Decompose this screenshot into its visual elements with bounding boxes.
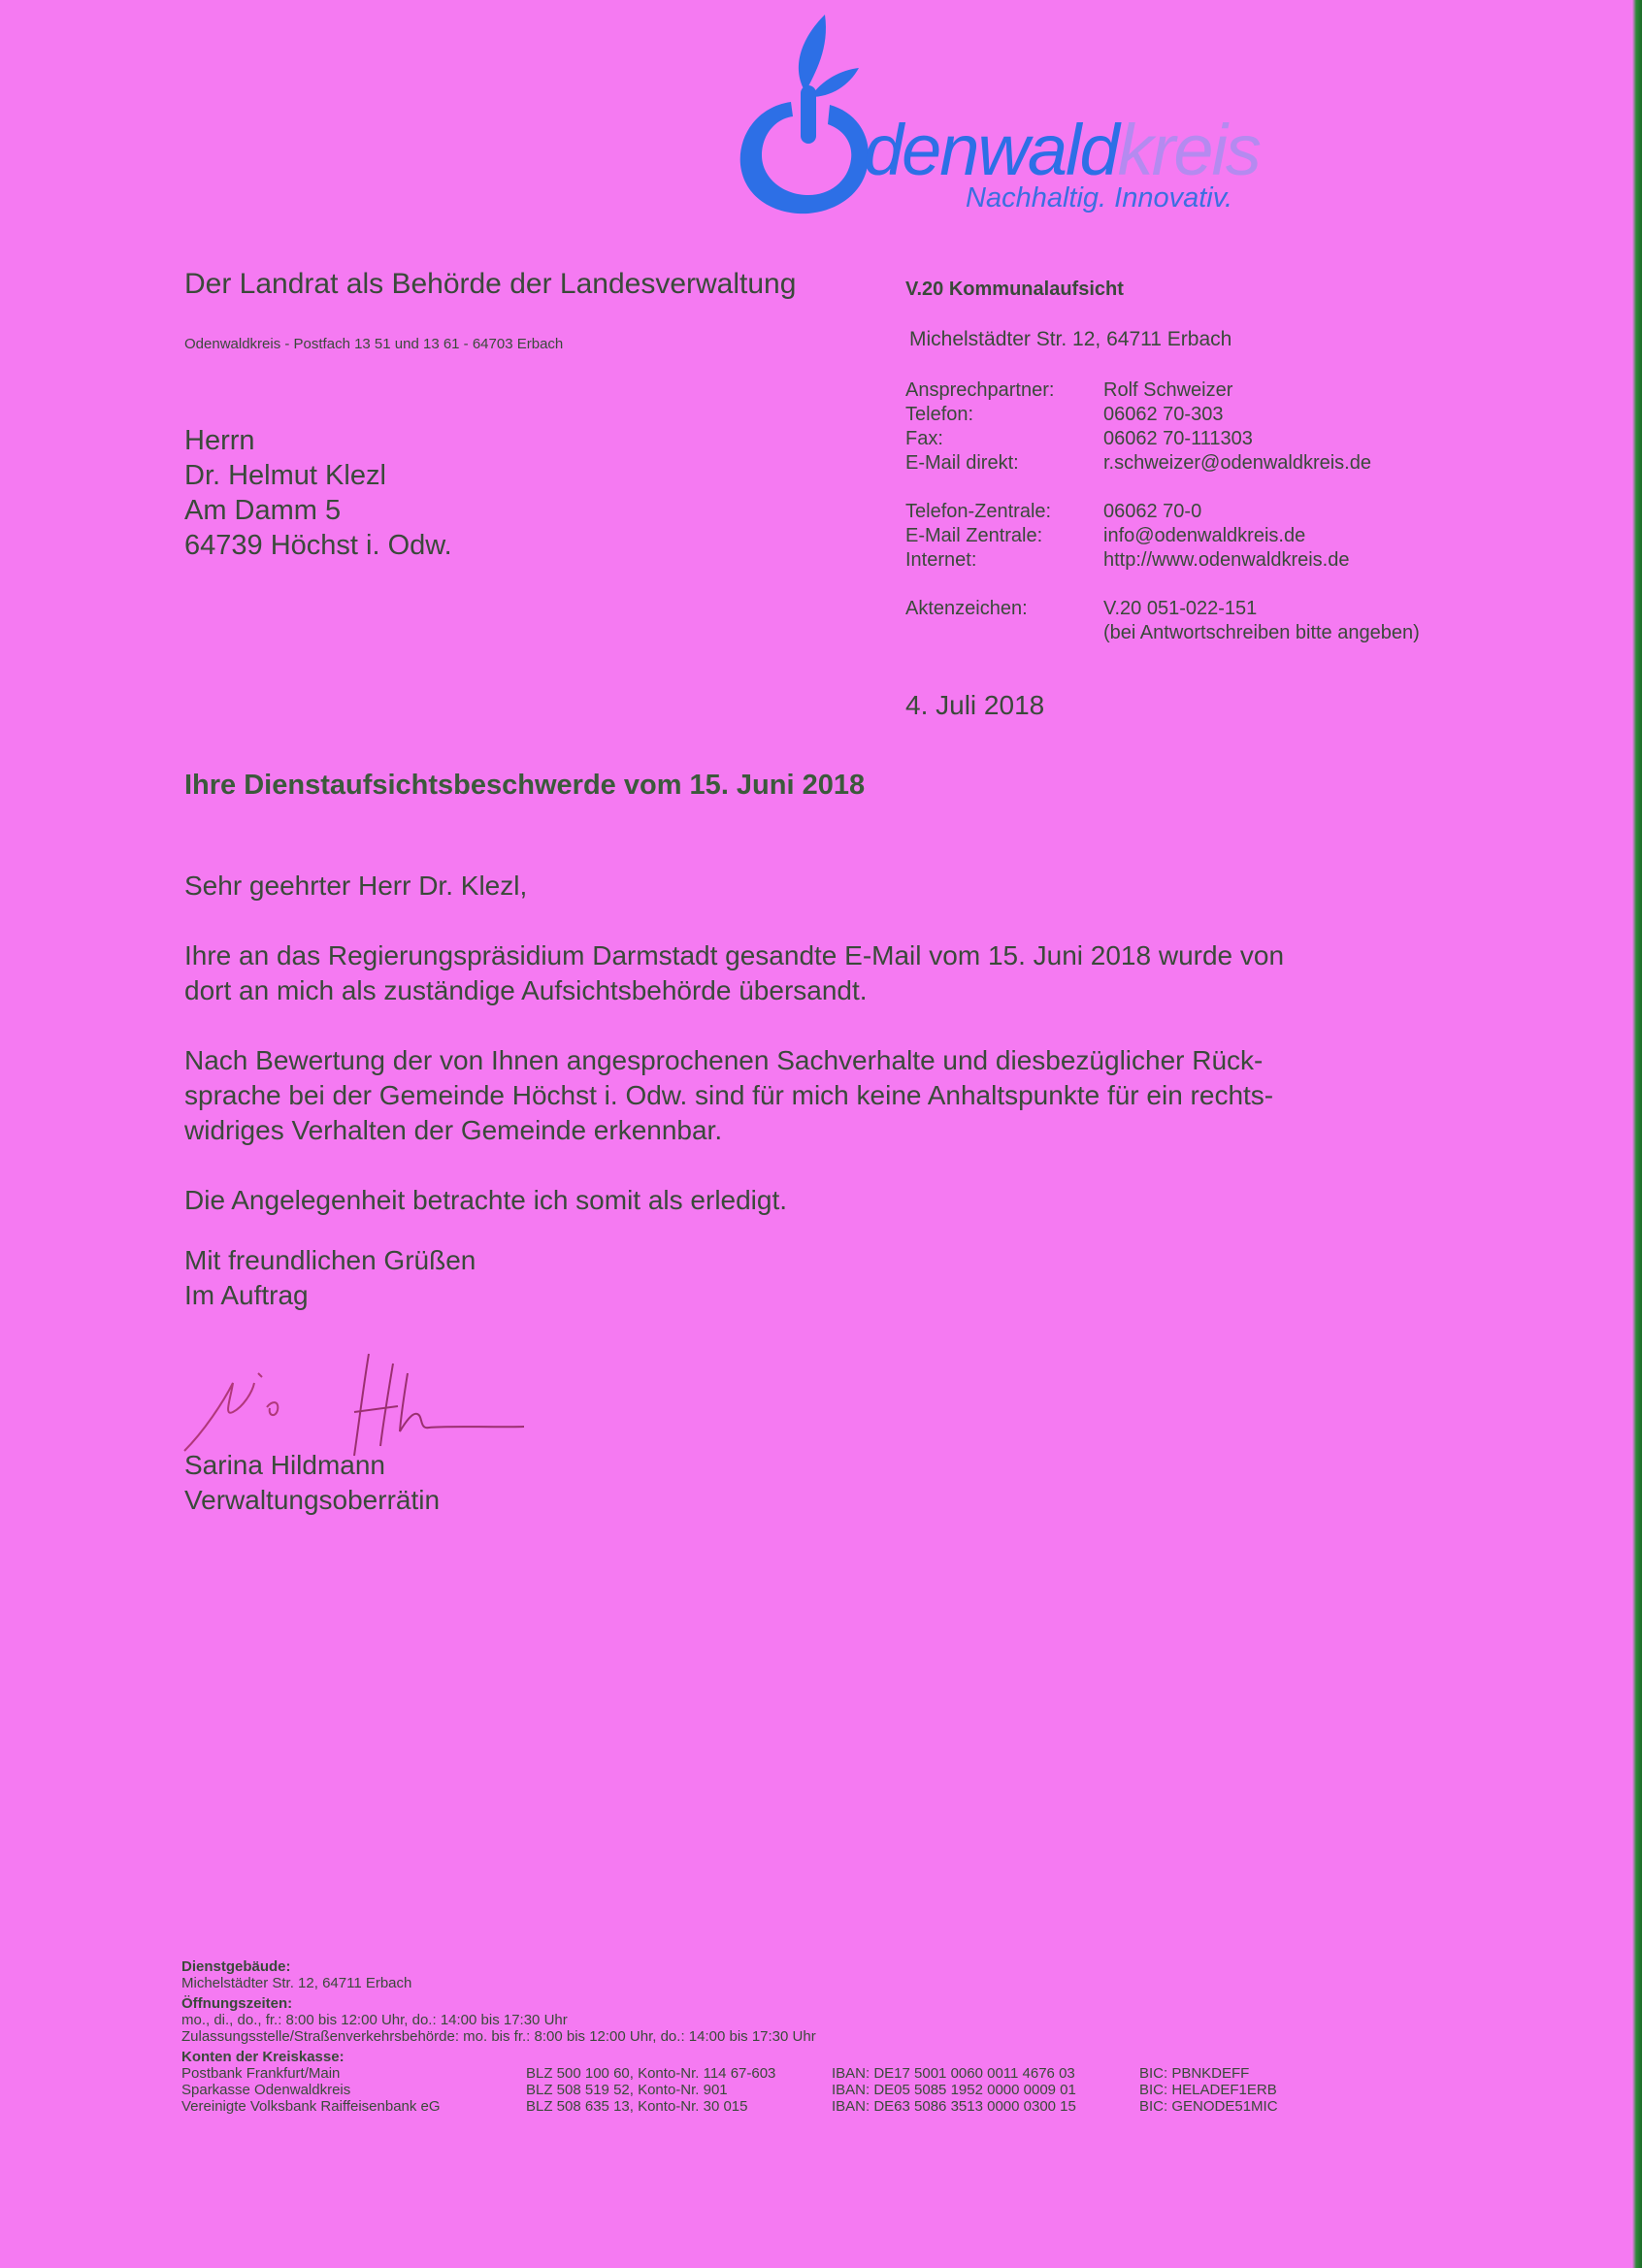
footer-accounts-label: Konten der Kreiskasse: xyxy=(181,2049,345,2065)
bank-name: Sparkasse Odenwaldkreis xyxy=(181,2082,351,2098)
logo-tagline: Nachhaltig. Innovativ. xyxy=(966,182,1233,214)
paragraph-3: Die Angelegenheit betrachte ich somit als erledigt. xyxy=(184,1185,788,1215)
recipient-address xyxy=(184,423,452,563)
bank-blz: BLZ 500 100 60, Konto-Nr. 114 67-603 xyxy=(526,2065,776,2082)
contact-person: Rolf Schweizer xyxy=(1103,379,1233,401)
footer-hours-2: Zulassungsstelle/Straßenverkehrsbehörde: mo. bis fr.: 8:00 bis 12:00 Uhr, do.: 14:00 bis 17:30 Uhr xyxy=(181,2028,816,2045)
footer-building-label: Dienstgebäude: xyxy=(181,1958,291,1975)
bank-blz: BLZ 508 519 52, Konto-Nr. 901 xyxy=(526,2082,728,2098)
bank-iban: IBAN: DE63 5086 3513 0000 0300 15 xyxy=(832,2098,1076,2115)
paragraph-1 xyxy=(184,938,1446,1008)
email-central-label: E-Mail Zentrale: xyxy=(905,525,1043,546)
signer-block xyxy=(184,1448,440,1518)
department-name: V.20 Kommunalaufsicht xyxy=(905,279,1124,300)
paragraph-2-line-3: widriges Verhalten der Gemeinde erkennbar. xyxy=(184,1115,723,1145)
bank-iban: IBAN: DE05 5085 1952 0000 0009 01 xyxy=(832,2082,1076,2098)
return-address: Odenwaldkreis - Postfach 13 51 und 13 61 - 64703 Erbach xyxy=(184,336,564,352)
fax-label: Fax: xyxy=(905,428,943,449)
bank-iban: IBAN: DE17 5001 0060 0011 4676 03 xyxy=(832,2065,1075,2082)
paragraph-2-line-1: Nach Bewertung der von Ihnen angesprochenen Sachverhalte und diesbezüglicher Rück- xyxy=(184,1045,1264,1075)
footer-building: Michelstädter Str. 12, 64711 Erbach xyxy=(181,1975,412,1991)
contact-person-label: Ansprechpartner: xyxy=(905,379,1055,401)
phone-central-label: Telefon-Zentrale: xyxy=(905,501,1052,522)
recipient-name: Dr. Helmut Klezl xyxy=(184,460,386,491)
recipient-salutation: Herrn xyxy=(184,425,255,456)
odenwaldkreis-logo xyxy=(733,10,1260,218)
closing-line-2: Im Auftrag xyxy=(184,1280,309,1310)
signer-title: Verwaltungsoberrätin xyxy=(184,1485,441,1515)
signer-name: Sarina Hildmann xyxy=(184,1450,385,1480)
bank-name: Vereinigte Volksbank Raiffeisenbank eG xyxy=(181,2098,441,2115)
greeting: Sehr geehrter Herr Dr. Klezl, xyxy=(184,871,528,901)
letter-subject: Ihre Dienstaufsichtsbeschwerde vom 15. Juni 2018 xyxy=(184,770,866,801)
bank-bic: BIC: HELADEF1ERB xyxy=(1139,2082,1277,2098)
scan-edge xyxy=(1632,0,1642,2268)
bank-name: Postbank Frankfurt/Main xyxy=(181,2065,341,2082)
letter-footer xyxy=(181,1958,1278,2119)
paragraph-1-line-2: dort an mich als zuständige Aufsichtsbehörde übersandt. xyxy=(184,975,868,1005)
paragraph-1-line-1: Ihre an das Regierungspräsidium Darmstadt gesandte E-Mail vom 15. Juni 2018 wurde von xyxy=(184,940,1285,970)
bank-bic: BIC: PBNKDEFF xyxy=(1139,2065,1250,2082)
bank-blz: BLZ 508 635 13, Konto-Nr. 30 015 xyxy=(526,2098,748,2115)
email-label: E-Mail direkt: xyxy=(905,452,1019,474)
department-address: Michelstädter Str. 12, 64711 Erbach xyxy=(909,328,1232,350)
closing-line-1: Mit freundlichen Grüßen xyxy=(184,1245,476,1275)
paragraph-2-line-2: sprache bei der Gemeinde Höchst i. Odw. sind für mich keine Anhaltspunkte für ein rechts- xyxy=(184,1080,1274,1110)
recipient-street: Am Damm 5 xyxy=(184,495,342,526)
email-central-value: info@odenwaldkreis.de xyxy=(1103,525,1306,546)
internet-label: Internet: xyxy=(905,549,977,571)
paragraph-2 xyxy=(184,1043,1446,1148)
fax-value: 06062 70-111303 xyxy=(1103,428,1253,449)
footer-hours-label: Öffnungszeiten: xyxy=(181,1995,293,2012)
bank-row xyxy=(181,2065,1250,2082)
footer-hours-1: mo., di., do., fr.: 8:00 bis 12:00 Uhr, do.: 14:00 bis 17:30 Uhr xyxy=(181,2012,568,2028)
sender-title: Der Landrat als Behörde der Landesverwaltung xyxy=(184,268,797,300)
bank-row xyxy=(181,2082,1277,2098)
bank-row xyxy=(181,2098,1278,2115)
letter-date: 4. Juli 2018 xyxy=(905,690,1045,720)
reference-note: (bei Antwortschreiben bitte angeben) xyxy=(1103,622,1420,643)
closing xyxy=(184,1243,476,1313)
reference-value: V.20 051-022-151 xyxy=(1103,598,1258,619)
phone-value: 06062 70-303 xyxy=(1103,404,1224,425)
email-value: r.schweizer@odenwaldkreis.de xyxy=(1103,452,1371,474)
phone-central-value: 06062 70-0 xyxy=(1103,501,1202,522)
logo-wordmark-main: denwald xyxy=(864,110,1118,190)
phone-label: Telefon: xyxy=(905,404,974,425)
logo-wordmark xyxy=(864,109,1260,191)
letter-body xyxy=(184,869,1446,1253)
internet-value: http://www.odenwaldkreis.de xyxy=(1103,549,1350,571)
recipient-city: 64739 Höchst i. Odw. xyxy=(184,530,452,561)
bank-bic: BIC: GENODE51MIC xyxy=(1139,2098,1278,2115)
logo-wordmark-suffix: kreis xyxy=(1117,110,1260,190)
reference-label: Aktenzeichen: xyxy=(905,598,1028,619)
